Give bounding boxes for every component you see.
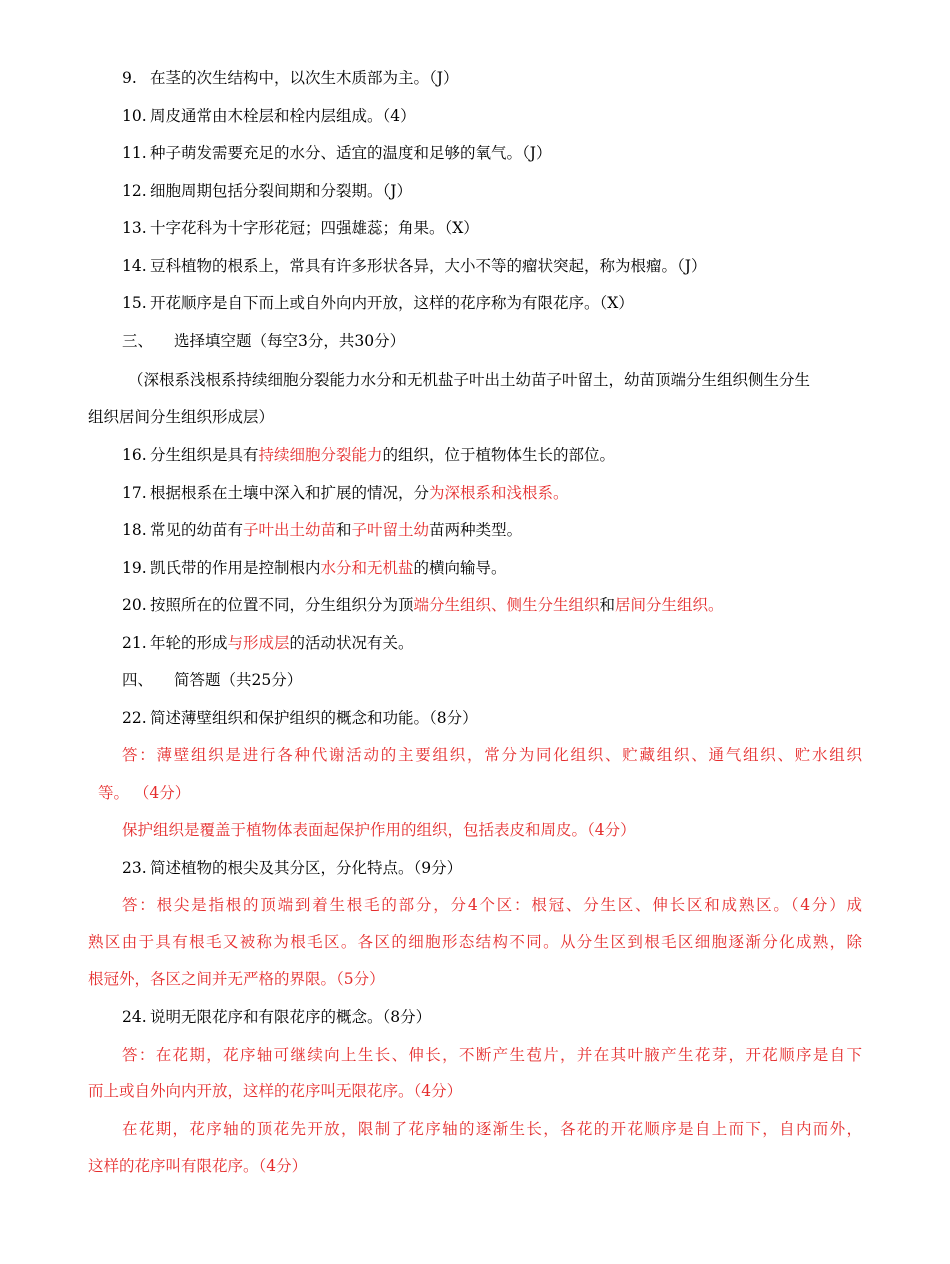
item-21: 21. 年轮的形成与形成层的活动状况有关。 [122, 634, 414, 652]
item-20: 20. 按照所在的位置不同，分生组织分为顶端分生组织、侧生分生组织和居间分生组织。 [122, 596, 724, 614]
answer-22-line-1: 答：薄壁组织是进行各种代谢活动的主要组织，常分为同化组织、贮藏组织、通气组织、贮水组织 [122, 746, 862, 764]
answer-24-line-1: 答：在花期，花序轴可继续向上生长、伸长，不断产生苞片，并在其叶腋产生花芽，开花顺序是自下 [122, 1046, 862, 1064]
answer-23-line-3: 根冠外，各区之间并无严格的界限。（5分） [88, 970, 385, 988]
item-18: 18. 常见的幼苗有子叶出土幼苗和子叶留土幼苗两种类型。 [122, 521, 523, 539]
item-19: 19. 凯氏带的作用是控制根内水分和无机盐的横向输导。 [122, 559, 507, 577]
answer-23-line-2: 熟区由于具有根毛又被称为根毛区。各区的细胞形态结构不同。从分生区到根毛区细胞逐渐分化成熟，除 [88, 933, 862, 951]
question-22: 22. 简述薄壁组织和保护组织的概念和功能。（8分） [122, 709, 478, 727]
answer-22-line-2: 等。 （4分） [98, 784, 191, 802]
item-17: 17. 根据根系在土壤中深入和扩展的情况，分为深根系和浅根系。 [122, 484, 569, 502]
answer-24-line-2: 而上或自外向内开放，这样的花序叫无限花序。（4分） [88, 1082, 463, 1100]
item-9: 9. 在茎的次生结构中，以次生木质部为主。（J） [122, 69, 459, 87]
item-15: 15. 开花顺序是自下而上或自外向内开放，这样的花序称为有限花序。（X） [122, 294, 634, 312]
item-13: 13. 十字花科为十字形花冠；四强雄蕊；角果。（X） [122, 219, 479, 237]
word-bank-line-2: 组织居间分生组织形成层） [88, 408, 275, 426]
answer-23-line-1: 答：根尖是指根的顶端到着生根毛的部分，分4个区：根冠、分生区、伸长区和成熟区。（4分）成 [122, 896, 862, 914]
item-14: 14. 豆科植物的根系上，常具有许多形状各异，大小不等的瘤状突起，称为根瘤。（J） [122, 257, 707, 275]
item-16: 16. 分生组织是具有持续细胞分裂能力的组织，位于植物体生长的部位。 [122, 446, 616, 464]
word-bank-line-1: （深根系浅根系持续细胞分裂能力水分和无机盐子叶出土幼苗子叶留土，幼苗顶端分生组织侧生分生 [128, 371, 811, 389]
item-12: 12. 细胞周期包括分裂间期和分裂期。（J） [122, 182, 412, 200]
section-3-heading: 三、 选择填空题（每空3分，共30分） [122, 332, 406, 350]
answer-24-line-3: 在花期，花序轴的顶花先开放，限制了花序轴的逐渐生长，各花的开花顺序是自上而下，自内而外， [122, 1120, 862, 1138]
item-11: 11. 种子萌发需要充足的水分、适宜的温度和足够的氧气。（J） [122, 144, 552, 162]
item-10: 10. 周皮通常由木栓层和栓内层组成。（4） [122, 107, 416, 125]
answer-22-line-3: 保护组织是覆盖于植物体表面起保护作用的组织，包括表皮和周皮。（4分） [122, 821, 636, 839]
section-4-heading: 四、 简答题（共25分） [122, 671, 303, 689]
answer-24-line-4: 这样的花序叫有限花序。（4分） [88, 1157, 308, 1175]
question-24: 24. 说明无限花序和有限花序的概念。（8分） [122, 1008, 432, 1026]
question-23: 23. 简述植物的根尖及其分区，分化特点。（9分） [122, 859, 463, 877]
